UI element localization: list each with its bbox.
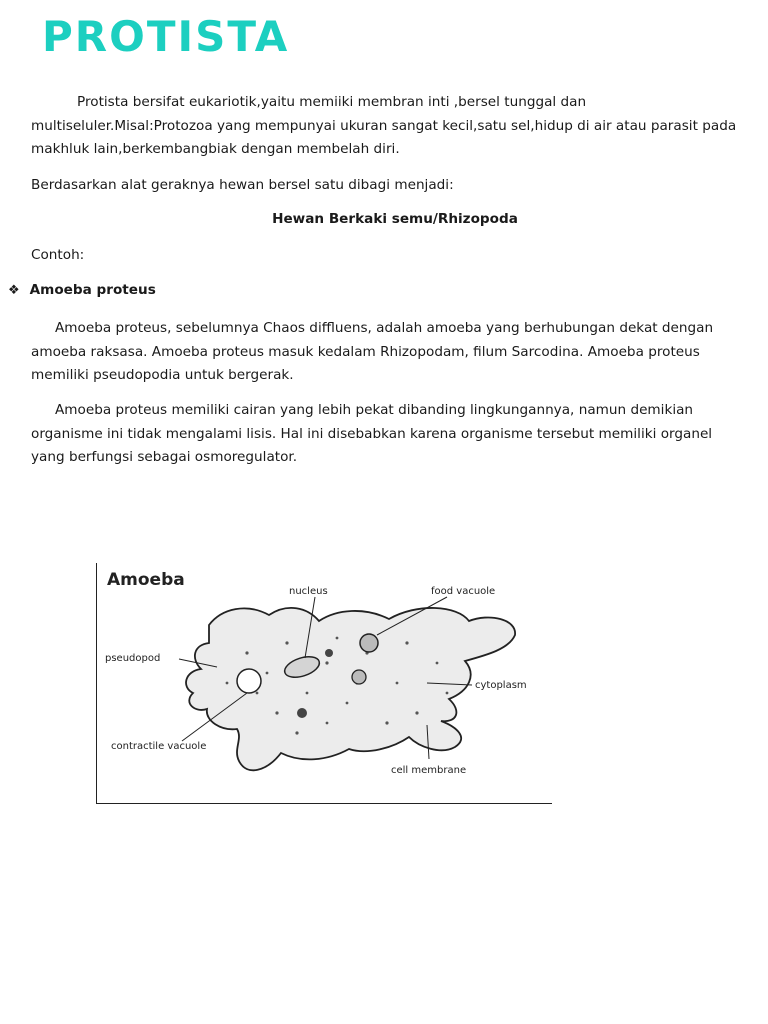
amoeba-cell-body [186, 608, 515, 770]
amoeba-paragraph-1: Amoeba proteus, sebelumnya Chaos diffluens, adalah amoeba yang berhubungan dekat dengan amoeba raksasa. Amoeba proteus masuk kedalam Rhizopodam, filum Sarcodina. Amoeba proteus memiliki pseudopodia untuk bergerak. [31, 320, 714, 383]
nucleus-label: nucleus [289, 586, 328, 597]
food-particle [297, 708, 307, 718]
amoeba-diagram [96, 563, 552, 804]
contractile-vacuole-label: contractile vacuole [111, 741, 207, 752]
cell-membrane-label: cell membrane [391, 765, 467, 776]
example-label: Contoh: [31, 247, 85, 263]
food-vacuole-small [352, 670, 366, 684]
food-vacuole-label: food vacuole [431, 586, 496, 597]
cytoplasm-label: cytoplasm [475, 680, 527, 691]
food-vacuole-shape [360, 634, 378, 652]
bullet-list-item [8, 282, 156, 298]
amoeba-illustration [97, 563, 553, 803]
intro-paragraph: Protista bersifat eukariotik,yaitu memiiki membran inti ,bersel tunggal dan multiseluler.Misal:Protozoa yang mempunyai ukuran sangat kecil,satu sel,hidup di air atau parasit pada makhluk lain,berkembangbiak dengan membelah diri. [31, 94, 737, 157]
contractile-vacuole-shape [237, 669, 261, 693]
amoeba-paragraph-2: Amoeba proteus memiliki cairan yang lebih pekat dibanding lingkungannya, namun demikian organisme ini tidak mengalami lisis. Hal ini disebabkan karena organisme tersebut memiliki organel yang berfungsi sebagai osmoregulator. [31, 402, 713, 465]
pseudopod-label: pseudopod [105, 653, 161, 664]
page-title: PROTISTA [42, 12, 290, 61]
subheading: Hewan Berkaki semu/Rhizopoda [272, 211, 518, 227]
diamond-bullet-icon: ❖ [8, 282, 20, 298]
food-particle [325, 649, 333, 657]
bullet-item-label: Amoeba proteus [29, 282, 156, 298]
classification-paragraph: Berdasarkan alat geraknya hewan bersel satu dibagi menjadi: [31, 177, 454, 193]
diagram-title: Amoeba [107, 570, 185, 590]
